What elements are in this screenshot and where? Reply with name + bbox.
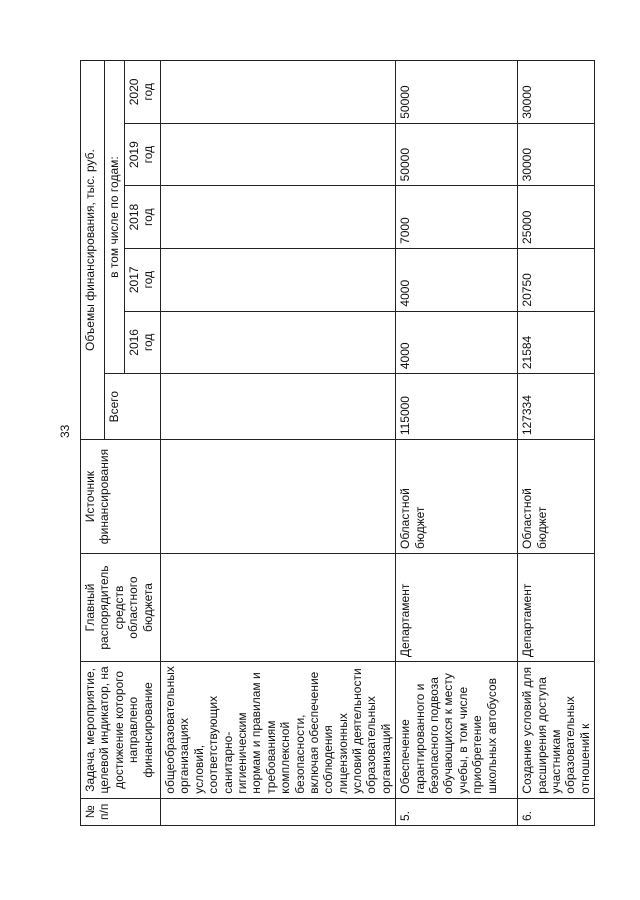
row-task: Обеспечение гарантированного и безопасного подвоза обучающихся к месту учебы, в том числе приобретение школьных автобусов: [396, 662, 518, 799]
header-volume: Объемы финансирования, тыс. руб.: [81, 61, 105, 440]
row-glav: [161, 553, 396, 661]
row-num: [161, 798, 396, 825]
row-year-2018: 25000: [518, 186, 595, 249]
row-year-2020: 30000: [518, 61, 595, 124]
table-row: [396, 61, 518, 826]
row-year-2019: 30000: [518, 123, 595, 186]
row-glav: Департамент: [396, 553, 518, 661]
row-year-2018: [161, 186, 396, 249]
row-num: 6.: [518, 798, 595, 825]
row-total: 115000: [396, 374, 518, 440]
row-year-2020: [161, 61, 396, 124]
row-glav: Департамент: [518, 553, 595, 661]
row-source: Областной бюджет: [396, 440, 518, 554]
row-year-2017: [161, 248, 396, 311]
row-year-2016: 21584: [518, 311, 595, 374]
header-by-years: в том числе по годам:: [105, 61, 125, 374]
header-total: Всего: [105, 374, 161, 440]
page-number: 33: [58, 424, 72, 438]
header-year-2019: 2019 год: [125, 123, 161, 186]
row-year-2020: 50000: [396, 61, 518, 124]
header-year-2020: 2020 год: [125, 61, 161, 124]
row-year-2018: 7000: [396, 186, 518, 249]
row-year-2017: 4000: [396, 248, 518, 311]
row-year-2016: [161, 311, 396, 374]
header-year-2016: 2016 год: [125, 311, 161, 374]
header-task: Задача, мероприятие, целевой индикатор, на достижение которого направлено финансирование: [81, 662, 161, 799]
row-year-2016: 4000: [396, 311, 518, 374]
header-year-2018: 2018 год: [125, 186, 161, 249]
row-year-2017: 20750: [518, 248, 595, 311]
row-num: 5.: [396, 798, 518, 825]
header-source: Источник финансирования: [81, 440, 161, 554]
row-year-2019: [161, 123, 396, 186]
row-total: [161, 374, 396, 440]
header-num: № п/п: [81, 798, 161, 825]
row-source: [161, 440, 396, 554]
row-task: Создание условий для расширения доступа участникам образовательных отношений к: [518, 662, 595, 799]
table-row: [161, 61, 396, 826]
financing-table: [80, 60, 595, 826]
table-row: [518, 61, 595, 826]
header-year-2017: 2017 год: [125, 248, 161, 311]
row-source: Областной бюджет: [518, 440, 595, 554]
row-task: общеобразовательных организациях условий, соответствующих санитарно-гигиеническим нормам и правилам и требованиям комплексной безопасности, включая обеспечение соблюдения лицензионных условий деятельности образовательных организаций: [161, 662, 396, 799]
row-year-2019: 50000: [396, 123, 518, 186]
rotated-table-wrapper: [80, 60, 592, 826]
header-glav: Главный распорядитель средств областного бюджета: [81, 553, 161, 661]
row-total: 127334: [518, 374, 595, 440]
